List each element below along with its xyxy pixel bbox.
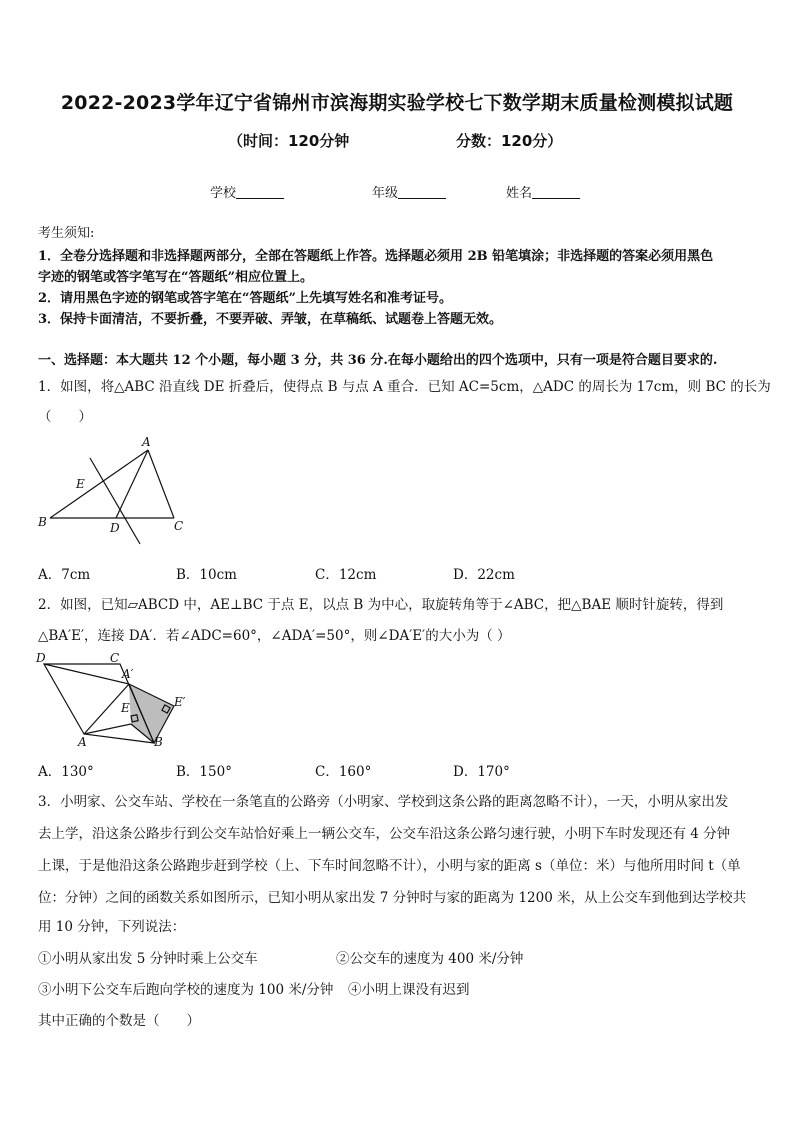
label-b: B xyxy=(154,735,163,748)
q3-text-line4: 位：分钟）之间的函数关系如图所示，已知小明从家出发 7 分钟时与家的距离为 1200 米，从上公交车到他到达学校共 xyxy=(38,890,747,906)
q3-statement-1: ①小明从家出发 5 分钟时乘上公交车 xyxy=(38,951,258,967)
q3-text-line2: 去上学，沿这条公路步行到公交车站恰好乘上一辆公交车，公交车沿这条公路匀速行驶，小明下车时发现还有 4 分钟 xyxy=(38,826,731,842)
q1-text: 1．如图，将△ABC 沿直线 DE 折叠后，使得点 B 与点 A 重合．已知 AC=5cm，△ADC 的周长为 17cm，则 BC 的长为 xyxy=(38,379,771,395)
label-e-prime: E′ xyxy=(174,695,186,709)
q2-option-a[interactable]: A．130° xyxy=(38,764,94,780)
q1-figure xyxy=(30,430,200,550)
line-ac xyxy=(148,450,174,518)
q3-text-line1: 3．小明家、公交车站、学校在一条笔直的公路旁（小明家、学校到这条公路的距离忽略不计），一天，小明从家出发 xyxy=(38,794,729,810)
line-da2 xyxy=(44,664,129,684)
label-a-prime: A′ xyxy=(122,667,134,681)
grade-field[interactable]: 年级 xyxy=(372,182,446,201)
label-e: E xyxy=(121,701,130,715)
label-c: C xyxy=(110,651,120,665)
q2-option-c[interactable]: C．160° xyxy=(315,764,372,780)
q2-option-d[interactable]: D．170° xyxy=(453,764,510,780)
notes-heading: 考生须知: xyxy=(38,226,95,241)
q1-option-d[interactable]: D．22cm xyxy=(453,567,515,583)
name-field[interactable]: 姓名 xyxy=(506,182,580,201)
time-label: （时间：120分钟 xyxy=(228,132,350,150)
label-c: C xyxy=(174,519,184,533)
q3-text-line5: 用 10 分钟，下列说法： xyxy=(38,919,186,935)
label-d: D xyxy=(110,521,120,535)
line-ab xyxy=(50,450,148,518)
label-b: B xyxy=(38,515,47,529)
q2-text: 2．如图，已知▱ABCD 中，AE⊥BC 于点 E，以点 B 为中心，取旋转角等于∠ABC，把△BAE 顺时针旋转，得到 xyxy=(38,597,724,613)
q3-statement-4: ④小明上课没有迟到 xyxy=(348,982,470,998)
q1-option-a[interactable]: A．7cm xyxy=(38,567,91,583)
label-a: A xyxy=(142,435,151,449)
q2-figure xyxy=(30,648,200,748)
section-heading: 一、选择题：本大题共 12 个小题，每小题 3 分，共 36 分.在每小题给出的四个选项中，只有一项是符合题目要求的. xyxy=(38,353,718,368)
q1-option-c[interactable]: C．12cm xyxy=(315,567,377,583)
label-e: E xyxy=(76,477,85,491)
line-ad xyxy=(116,450,148,518)
note-item-2: 2．请用黑色字迹的钢笔或答字笔在“答题纸”上先填写姓名和准考证号。 xyxy=(38,291,453,306)
score-label: 分数：120分） xyxy=(456,132,563,150)
q2-option-b[interactable]: B．150° xyxy=(176,764,232,780)
q2-text-cont: △BA′E′，连接 DA′．若∠ADC=60°，∠ADA′=50°，则∠DA′E′的大小为（ ） xyxy=(38,628,511,644)
q3-statement-3: ③小明下公交车后跑向学校的速度为 100 米/分钟 xyxy=(38,982,334,998)
q1-text-cont: （ ） xyxy=(38,409,92,425)
label-a: A xyxy=(78,735,87,748)
page-title: 2022-2023学年辽宁省锦州市滨海期实验学校七下数学期末质量检测模拟试题 xyxy=(60,92,734,114)
label-d: D xyxy=(36,651,46,665)
q3-statement-2: ②公交车的速度为 400 米/分钟 xyxy=(336,951,524,967)
school-field[interactable]: 学校 xyxy=(210,182,284,201)
q1-option-b[interactable]: B．10cm xyxy=(176,567,237,583)
q3-question: 其中正确的个数是（ ） xyxy=(38,1013,200,1029)
q3-text-line3: 上课，于是他沿这条公路跑步赶到学校（上、下车时间忽略不计），小明与家的距离 s（单位：米）与他所用时间 t（单 xyxy=(38,858,741,874)
note-item-1-cont: 字迹的钢笔或答字笔写在“答题纸”相应位置上。 xyxy=(38,270,313,285)
note-item-3: 3．保持卡面清洁，不要折叠，不要弄破、弄皱，在草稿纸、试题卷上答题无效。 xyxy=(38,312,503,327)
note-item-1: 1．全卷分选择题和非选择题两部分，全部在答题纸上作答。选择题必须用 2B 铅笔填涂；非选择题的答案必须用黑色 xyxy=(38,249,714,264)
